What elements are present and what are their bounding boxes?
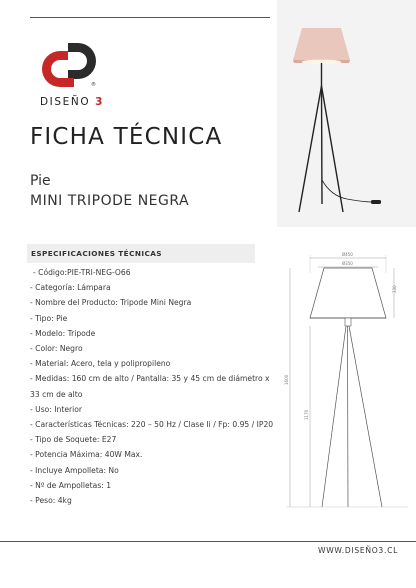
spec-item: - Medidas: 160 cm de alto / Pantalla: 35 y 45 cm de diámetro x 33 cm de alto	[30, 374, 270, 399]
product-name: MINI TRIPODE NEGRA	[30, 193, 190, 209]
spec-item: - Tipo: Pie	[30, 313, 68, 323]
dim-leg-height-label: 1170	[304, 409, 309, 420]
product-type: Pie	[30, 173, 51, 189]
dim-top-label: Ø450	[342, 252, 353, 257]
dim-total-height-label: 1600	[284, 374, 289, 385]
spec-item: - Nombre del Producto: Tripode Mini Negra	[30, 298, 192, 308]
bottom-rule	[0, 541, 416, 542]
spec-item: - Modelo: Tripode	[30, 328, 96, 338]
specs-list	[27, 265, 279, 508]
spec-item: - Uso: Interior	[30, 404, 82, 414]
spec-item: - Peso: 4kg	[30, 496, 72, 506]
spec-item: - Color: Negro	[30, 344, 83, 354]
spec-item: - Categoría: Lámpara	[30, 283, 111, 293]
dim-shade-height-label: 330	[392, 285, 397, 293]
spec-item: - Incluye Ampolleta: No	[30, 465, 119, 475]
brand-number: 3	[95, 96, 105, 108]
dim-inner-label: Ø350	[342, 261, 353, 266]
brand-name-text: DISEÑO	[40, 96, 91, 108]
spec-item: - Nº de Ampolletas: 1	[30, 480, 112, 490]
product-photo	[277, 0, 416, 227]
spec-item: - Características Técnicas: 220 – 50 Hz / Clase Ii / Fp: 0.95 / IP20	[30, 420, 274, 430]
svg-text:®: ®	[91, 82, 96, 88]
website-link[interactable]: WWW.DISEÑO3.CL	[318, 546, 399, 555]
spec-item: - Tipo de Soquete: E27	[30, 435, 117, 445]
page-title: FICHA TÉCNICA	[30, 124, 223, 150]
technical-drawing	[284, 245, 408, 537]
spec-item: - Material: Acero, tela y polipropileno	[30, 359, 171, 369]
specs-header: ESPECIFICACIONES TÉCNICAS	[27, 244, 255, 263]
brand-name	[40, 96, 104, 108]
brand-logo	[38, 39, 98, 91]
spec-item: - Código:PIE-TRI-NEG-O66	[33, 268, 131, 277]
top-rule	[30, 17, 270, 18]
spec-item: - Potencia Máxima: 40W Max.	[30, 450, 143, 460]
